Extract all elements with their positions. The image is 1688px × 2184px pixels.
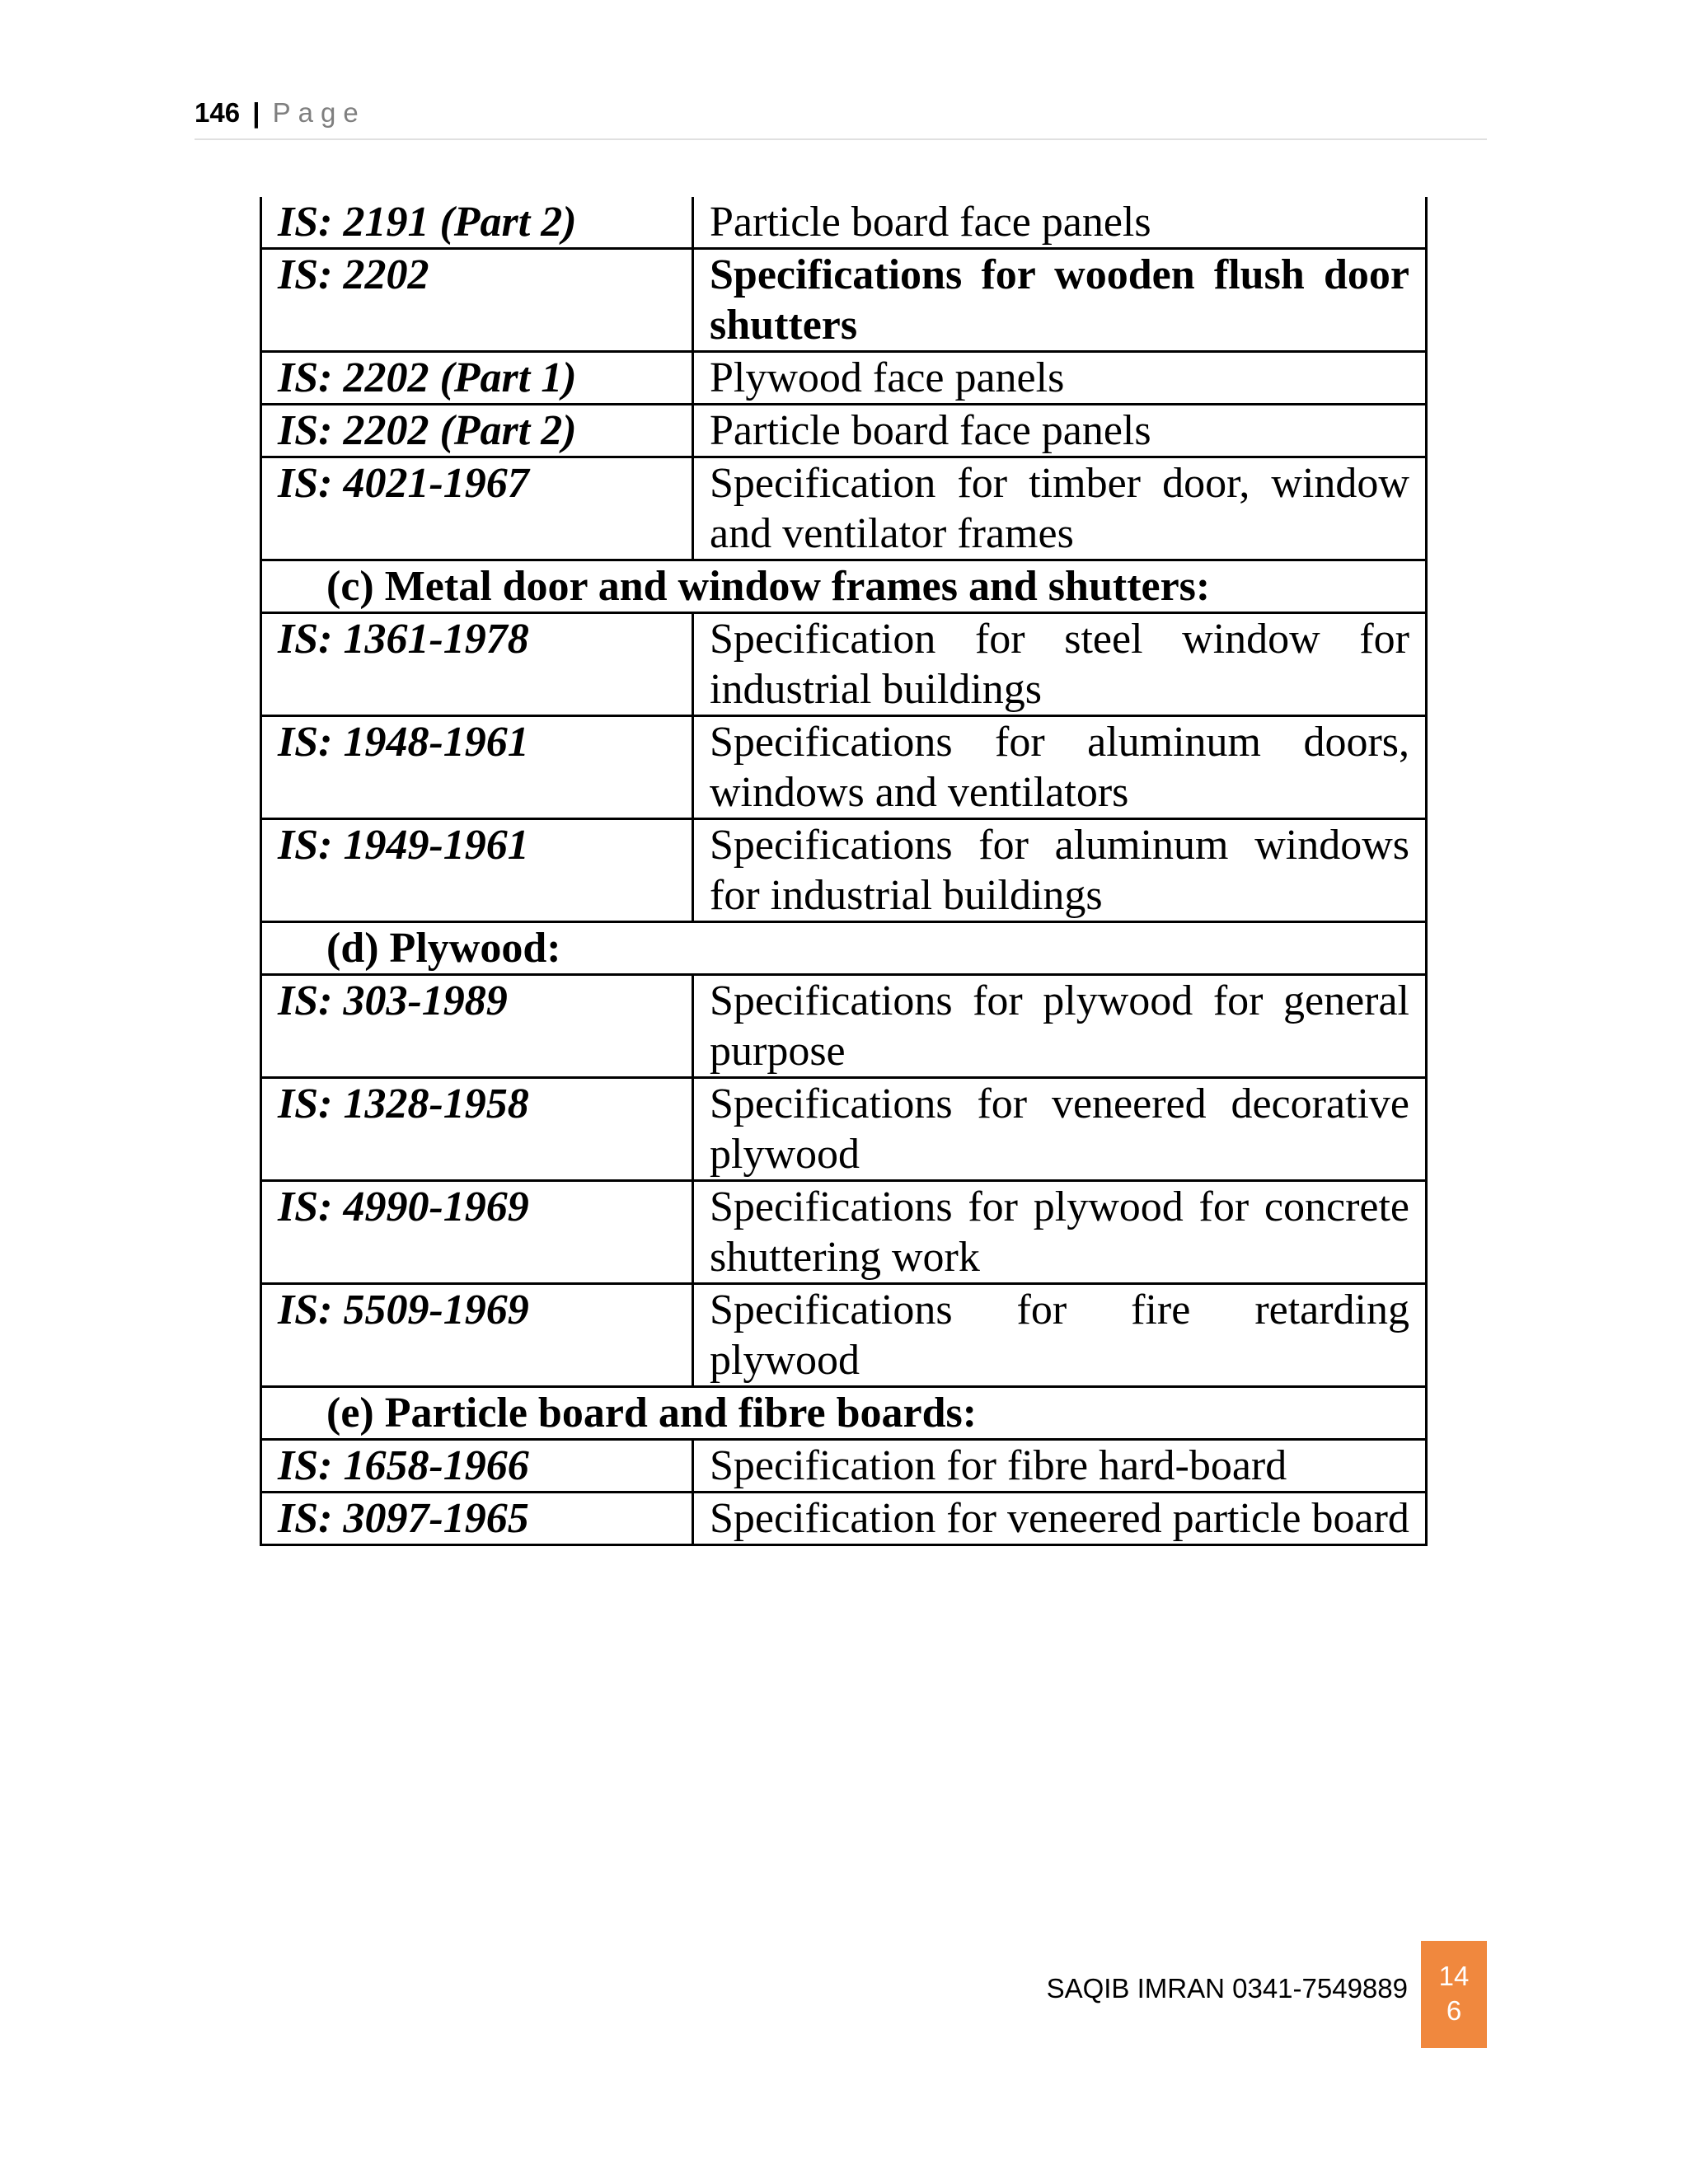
badge-line-2: 6: [1446, 1995, 1462, 2026]
standard-code: IS: 1328-1958: [261, 1078, 693, 1181]
table-row: [261, 1440, 1427, 1493]
standard-description: Specifications for aluminum doors, windows and ventilators: [693, 716, 1427, 819]
table-row: [261, 249, 1427, 352]
standard-code: IS: 1948-1961: [261, 716, 693, 819]
standard-description: Specifications for veneered decorative plywood: [693, 1078, 1427, 1181]
table-row: [261, 819, 1427, 922]
standard-code: IS: 2202 (Part 2): [261, 405, 693, 457]
table-row: [261, 197, 1427, 249]
header-separator: |: [252, 97, 260, 128]
standard-description: Specifications for fire retarding plywood: [693, 1284, 1427, 1387]
standard-description: Particle board face panels: [693, 197, 1427, 249]
standard-description: Particle board face panels: [693, 405, 1427, 457]
table-row: [261, 1078, 1427, 1181]
standard-code: IS: 4990-1969: [261, 1181, 693, 1284]
table-row: [261, 975, 1427, 1078]
table-row: [261, 405, 1427, 457]
footer-author: SAQIB IMRAN 0341-7549889: [1046, 1973, 1408, 2004]
standard-code: IS: 303-1989: [261, 975, 693, 1078]
standard-code: IS: 3097-1965: [261, 1493, 693, 1545]
standard-description: Specifications for wooden flush door shutters: [693, 249, 1427, 352]
standard-description: Specifications for plywood for concrete shuttering work: [693, 1181, 1427, 1284]
standard-description: Specification for timber door, window and ventilator frames: [693, 457, 1427, 560]
table-row: [261, 1284, 1427, 1387]
table-row: [261, 352, 1427, 405]
section-row: [261, 1387, 1427, 1440]
standard-description: Specification for veneered particle board: [693, 1493, 1427, 1545]
standard-code: IS: 5509-1969: [261, 1284, 693, 1387]
section-row: [261, 560, 1427, 613]
table-row: [261, 457, 1427, 560]
section-heading: (c) Metal door and window frames and shutters:: [261, 560, 1427, 613]
section-heading: (e) Particle board and fibre boards:: [261, 1387, 1427, 1440]
standard-code: IS: 1361-1978: [261, 613, 693, 716]
standard-code: IS: 4021-1967: [261, 457, 693, 560]
page-header: [195, 97, 1487, 140]
standard-code: IS: 1658-1966: [261, 1440, 693, 1493]
table-row: [261, 613, 1427, 716]
standards-table: [260, 197, 1428, 1546]
standard-description: Specification for steel window for industrial buildings: [693, 613, 1427, 716]
section-heading: (d) Plywood:: [261, 922, 1427, 975]
page-word: Page: [272, 97, 366, 128]
footer-page-badge: [1421, 1941, 1487, 2048]
standard-code: IS: 2202: [261, 249, 693, 352]
standard-description: Specification for fibre hard-board: [693, 1440, 1427, 1493]
standard-code: IS: 2191 (Part 2): [261, 197, 693, 249]
standard-code: IS: 1949-1961: [261, 819, 693, 922]
table-row: [261, 716, 1427, 819]
section-row: [261, 922, 1427, 975]
badge-line-1: 14: [1438, 1961, 1470, 1991]
standard-description: Specifications for plywood for general purpose: [693, 975, 1427, 1078]
standards-table-body: [261, 197, 1427, 1545]
standard-description: Plywood face panels: [693, 352, 1427, 405]
standard-description: Specifications for aluminum windows for industrial buildings: [693, 819, 1427, 922]
table-row: [261, 1181, 1427, 1284]
standard-code: IS: 2202 (Part 1): [261, 352, 693, 405]
page-number: 146: [195, 97, 241, 128]
table-row: [261, 1493, 1427, 1545]
